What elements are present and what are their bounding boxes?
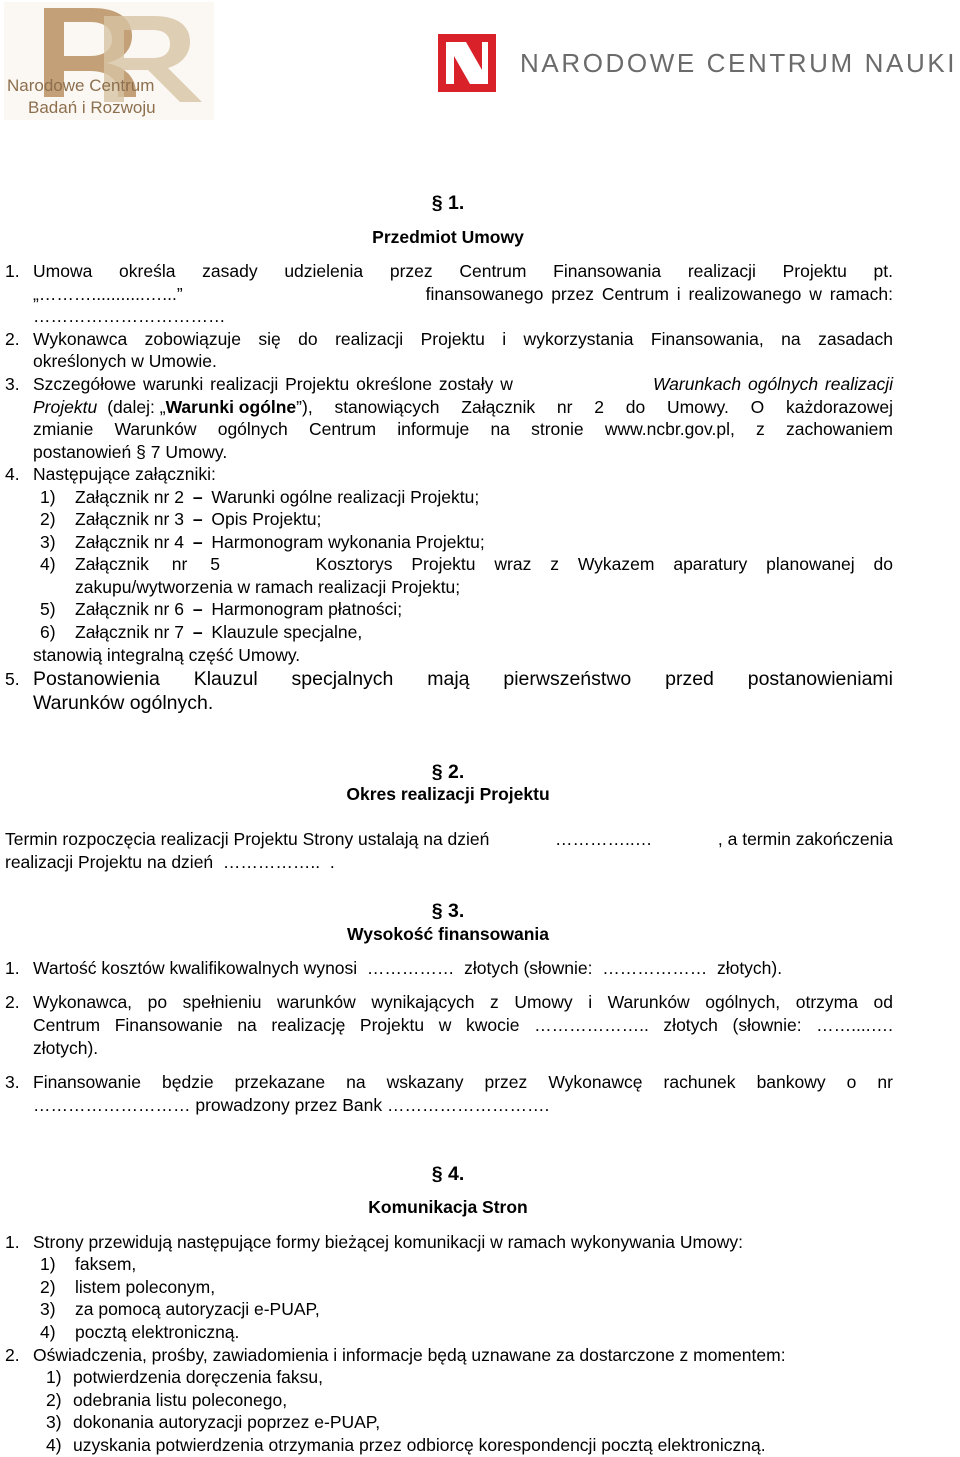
s1-p2-line2: określonych w Umowie. bbox=[33, 351, 217, 371]
s1-p4-outro: stanowią integralną część Umowy. bbox=[33, 645, 301, 665]
list-item bbox=[75, 553, 893, 575]
attachment-label: Załącznik nr 5 bbox=[75, 554, 220, 574]
list-item-number: 4) bbox=[46, 1435, 62, 1455]
attachment-label: Załącznik nr 7 bbox=[75, 622, 184, 642]
ncn-name: NARODOWE CENTRUM NAUKI bbox=[520, 48, 958, 78]
list-item bbox=[75, 508, 321, 530]
s4-p2-line: Oświadczenia, prośby, zawiadomienia i informacje będą uznawane za dostarczone z momentem: bbox=[33, 1345, 786, 1365]
section2-title: Okres realizacji Projektu bbox=[346, 784, 550, 804]
s1-p3-warunki-ogolne: Warunki ogólne bbox=[165, 397, 297, 417]
s1-p1-line2-text: finansowanego przez Centrum i realizowanego w ramach: bbox=[425, 284, 893, 304]
attachment-desc: Harmonogram wykonania Projektu; bbox=[211, 532, 485, 552]
attachment-label: Załącznik nr 6 bbox=[75, 599, 184, 619]
s2-line1 bbox=[5, 828, 893, 850]
s1-p3-line4: postanowień § 7 Umowy. bbox=[33, 442, 228, 462]
s3-p3-number: 3. bbox=[5, 1072, 20, 1092]
list-item: faksem, bbox=[75, 1254, 137, 1274]
s1-p5-line2: Warunków ogólnych. bbox=[33, 692, 214, 714]
s1-p2-line1: Wykonawca zobowiązuje się do realizacji Projektu i wykorzystania Finansowania, na zasadach bbox=[33, 329, 893, 349]
ncn-mark-icon bbox=[438, 34, 496, 92]
ncbr-logo-line1: Narodowe Centrum bbox=[7, 76, 155, 95]
s1-p4-number: 4. bbox=[5, 464, 20, 484]
list-item-number: 6) bbox=[40, 622, 56, 642]
s2-start-text: Termin rozpoczęcia realizacji Projektu Strony ustalają na dzień bbox=[5, 829, 490, 849]
attachment-label: Załącznik nr 4 bbox=[75, 532, 184, 552]
s3-p1-line: Wartość kosztów kwalifikowalnych wynosi …………… złotych (słownie: ……………… złotych). bbox=[33, 958, 783, 978]
s4-p1-number: 1. bbox=[5, 1232, 20, 1252]
list-item-number: 1) bbox=[40, 1254, 56, 1274]
list-item-continuation: zakupu/wytworzenia w ramach realizacji Projektu; bbox=[75, 577, 461, 597]
s4-p2-number: 2. bbox=[5, 1345, 20, 1365]
s1-p3-number: 3. bbox=[5, 374, 20, 394]
attachment-desc: Harmonogram płatności; bbox=[211, 599, 403, 619]
list-item: pocztą elektroniczną. bbox=[75, 1322, 240, 1342]
attachment-desc: Kosztorys Projektu wraz z Wykazem aparatury planowanej do bbox=[315, 554, 893, 574]
s3-p2-line1: Wykonawca, po spełnieniu warunków wynikających z Umowy i Warunków ogólnych, otrzyma od bbox=[33, 992, 893, 1012]
s1-p4-intro: Następujące załączniki: bbox=[33, 464, 216, 484]
attachment-desc: Warunki ogólne realizacji Projektu; bbox=[211, 487, 480, 507]
list-item-number: 3) bbox=[46, 1412, 62, 1432]
s1-p5-number: 5. bbox=[5, 669, 20, 689]
s3-p2-number: 2. bbox=[5, 992, 20, 1012]
list-item-number: 4) bbox=[40, 554, 56, 574]
s1-p3-line2-italic: Projektu bbox=[33, 397, 98, 417]
attachment-desc: Klauzule specjalne, bbox=[211, 622, 363, 642]
section2-symbol: § 2. bbox=[431, 761, 465, 783]
s1-p1-title-blank: „………...........…...” bbox=[33, 284, 183, 304]
list-item-number: 2) bbox=[46, 1390, 62, 1410]
ncbr-logo bbox=[4, 2, 214, 120]
s3-p2-line2: Centrum Finansowanie na realizację Projektu w kwocie ……………….. złotych (słownie: ……....…. bbox=[33, 1015, 893, 1035]
s1-p3-line3: zmianie Warunków ogólnych Centrum informuje na stronie www.ncbr.gov.pl, z zachowaniem bbox=[33, 419, 893, 439]
section3-title: Wysokość finansowania bbox=[347, 924, 549, 944]
dash: – bbox=[192, 509, 203, 529]
list-item-number: 3) bbox=[40, 1299, 56, 1319]
list-item bbox=[75, 621, 362, 643]
s1-p3-line2-tail: ”), stanowiących Załącznik nr 2 do Umowy. O każdorazowej bbox=[296, 397, 893, 417]
list-item: potwierdzenia doręczenia faksu, bbox=[73, 1367, 324, 1387]
attachment-label: Załącznik nr 3 bbox=[75, 509, 184, 529]
list-item: odebrania listu poleconego, bbox=[73, 1390, 288, 1410]
s1-p3-line2 bbox=[33, 396, 893, 418]
section1-title: Przedmiot Umowy bbox=[372, 227, 524, 247]
list-item-number: 2) bbox=[40, 1277, 56, 1297]
ncbr-logo-line2: Badań i Rozwoju bbox=[28, 98, 156, 117]
s3-p3-line2: ……………………… prowadzony przez Bank ………………………. bbox=[33, 1095, 550, 1115]
s3-p1-number: 1. bbox=[5, 958, 20, 978]
list-item bbox=[75, 531, 485, 553]
s1-p1-line1: Umowa określa zasady udzielenia przez Centrum Finansowania realizacji Projektu pt. bbox=[33, 261, 893, 281]
s1-p3-line1 bbox=[33, 373, 893, 395]
dash: – bbox=[192, 532, 203, 552]
list-item-number: 4) bbox=[40, 1322, 56, 1342]
s1-p3-dalej: (dalej: „ bbox=[107, 397, 166, 417]
dash: – bbox=[192, 599, 203, 619]
list-item-number: 2) bbox=[40, 509, 56, 529]
s3-p3-line1: Finansowanie będzie przekazane na wskazany przez Wykonawcę rachunek bankowy o nr bbox=[33, 1072, 893, 1092]
s4-p1-line: Strony przewidują następujące formy bieżącej komunikacji w ramach wykonywania Umowy: bbox=[33, 1232, 744, 1252]
s1-p1-line3: …………………………… bbox=[33, 306, 226, 326]
s2-line2: realizacji Projektu na dzień …………….. . bbox=[5, 852, 335, 872]
s1-p1-line2 bbox=[33, 283, 893, 305]
s1-p3-line2-rest bbox=[107, 396, 893, 418]
s2-end-text: , a termin zakończenia bbox=[717, 829, 893, 849]
list-item bbox=[75, 486, 479, 508]
s1-p3-line1-text: Szczegółowe warunki realizacji Projektu określone zostały w bbox=[33, 374, 513, 394]
attachment-label: Załącznik nr 2 bbox=[75, 487, 184, 507]
dash: – bbox=[192, 622, 203, 642]
s1-p1-number: 1. bbox=[5, 261, 20, 281]
list-item-number: 3) bbox=[40, 532, 56, 552]
list-item: dokonania autoryzacji poprzez e-PUAP, bbox=[73, 1412, 381, 1432]
list-item: uzyskania potwierdzenia otrzymania przez odbiorcę korespondencji pocztą elektroniczną. bbox=[73, 1435, 766, 1455]
list-item-number: 1) bbox=[40, 487, 56, 507]
section4-title: Komunikacja Stron bbox=[368, 1197, 528, 1217]
list-item-number: 1) bbox=[46, 1367, 62, 1387]
list-item: listem poleconym, bbox=[75, 1277, 216, 1297]
s1-p3-line1-italic: Warunkach ogólnych realizacji bbox=[652, 374, 893, 394]
s1-p5-line1: Postanowienia Klauzul specjalnych mają pierwszeństwo przed postanowieniami bbox=[33, 668, 893, 690]
s1-p2-number: 2. bbox=[5, 329, 20, 349]
list-item-number: 5) bbox=[40, 599, 56, 619]
section3-symbol: § 3. bbox=[431, 900, 465, 922]
attachment-desc: Opis Projektu; bbox=[211, 509, 322, 529]
s3-p2-line3: złotych). bbox=[33, 1038, 99, 1058]
list-item: za pomocą autoryzacji e-PUAP, bbox=[75, 1299, 320, 1319]
ncn-logo bbox=[438, 34, 958, 94]
section1-symbol: § 1. bbox=[431, 192, 465, 214]
list-item bbox=[75, 598, 402, 620]
section4-symbol: § 4. bbox=[431, 1163, 465, 1185]
s2-start-blank: …………..… bbox=[555, 829, 653, 849]
dash: – bbox=[192, 487, 203, 507]
